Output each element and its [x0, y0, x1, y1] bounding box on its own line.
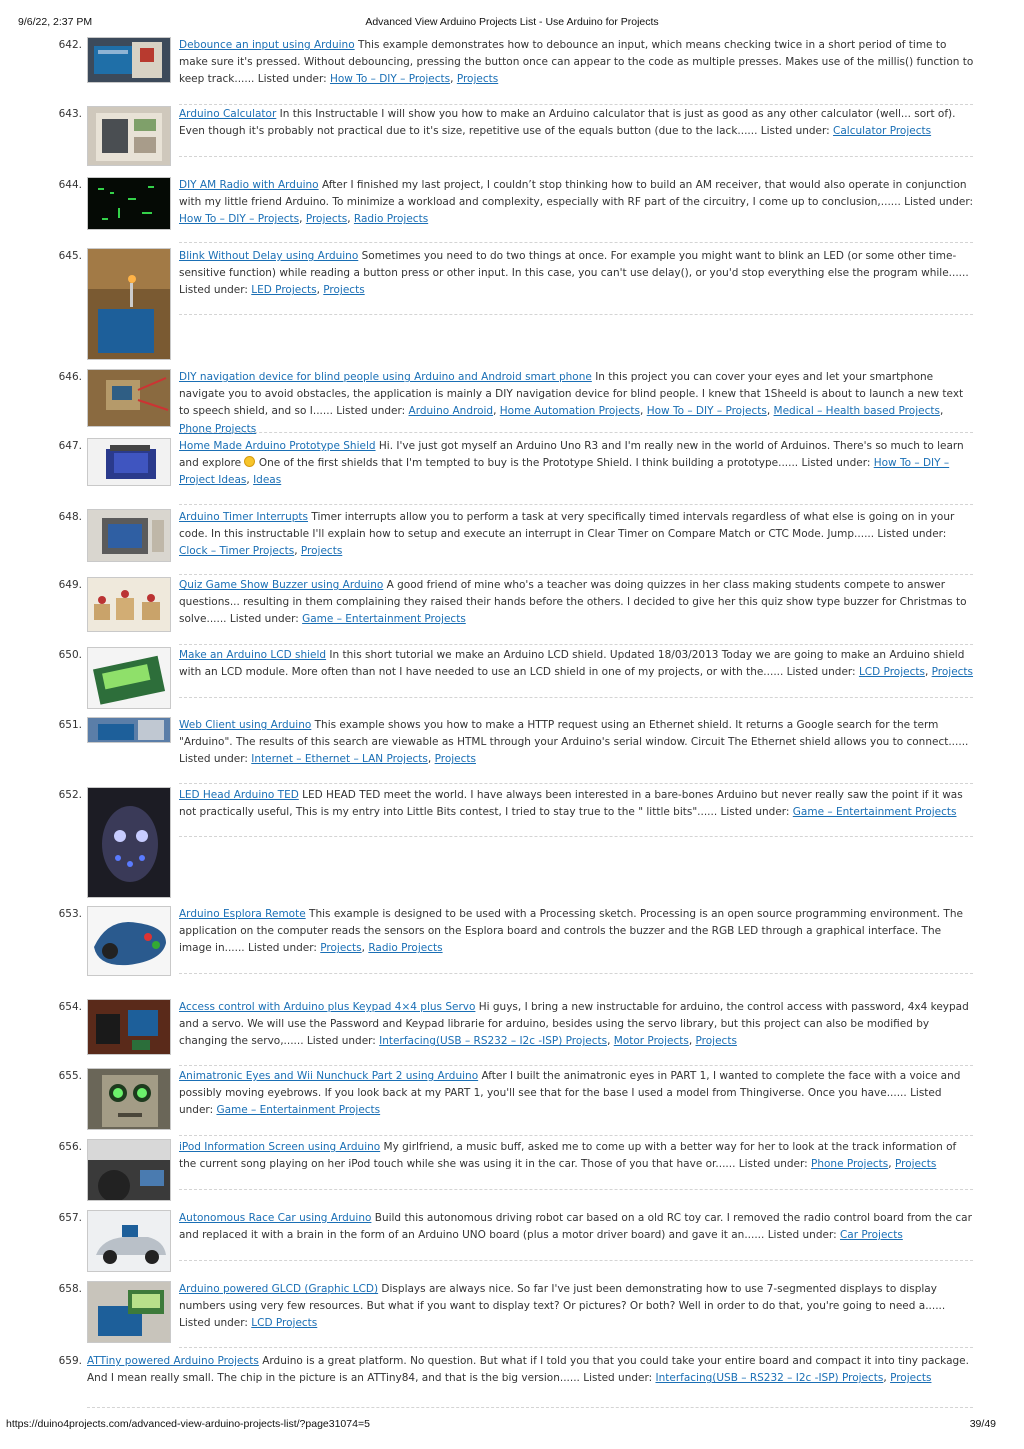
- item-separator: [179, 697, 973, 698]
- item-separator: [179, 432, 973, 433]
- item-text: [179, 106, 975, 140]
- project-title-link[interactable]: Arduino Calculator: [179, 108, 277, 120]
- project-title-link[interactable]: Access control with Arduino plus Keypad 4×4 plus Servo: [179, 1001, 476, 1013]
- project-description: My girlfriend, a music buff, asked me to come up with a better way for her to look at the track information of the current song playing on her iPod touch while she was using it in the car. Those of you that have or...... Listed under:: [179, 1141, 957, 1171]
- project-thumbnail[interactable]: [87, 1281, 171, 1343]
- item-text: Access control with Arduino plus Keypad 4×4 plus Servo Hi guys, I bring a new instructable for arduino, the control access with password, 4x4 keypad and a servo. We will use the Password and Keypad librarie for arduino, besides using the servo library, but this project can also be modified by changing the servo,...... Listed under: Interfacing(USB – RS232 – I2c -ISP) Projects, Motor Projects, Projects: [179, 1001, 969, 1048]
- item-separator: [179, 1347, 973, 1348]
- item-number: 648.: [58, 511, 82, 523]
- print-header: [18, 16, 1006, 30]
- item-text: Debounce an input using Arduino This example demonstrates how to debounce an input, which means checking twice in a short period of time to make sure it's pressed. Without debouncing, pressing the button once can appear to the code as multiple presses. Makes use of the millis() function to keep track...... Listed under: How To – DIY – Projects, Projects: [179, 39, 974, 86]
- item-separator: [179, 104, 973, 105]
- project-thumbnail[interactable]: [87, 787, 171, 898]
- project-title-link[interactable]: LED Head Arduino TED: [179, 789, 299, 801]
- project-title-link[interactable]: Blink Without Delay using Arduino: [179, 250, 359, 262]
- category-link[interactable]: Game – Entertainment Projects: [216, 1104, 381, 1117]
- print-footer: [6, 1418, 996, 1432]
- category-link[interactable]: Internet – Ethernet – LAN Projects: [251, 753, 428, 766]
- print-datetime: 9/6/22, 2:37 PM: [18, 16, 93, 28]
- item-number: 653.: [58, 908, 82, 920]
- project-description: In this Instructable I will show you how to make an Arduino calculator that is just as good as any other calculator (well... sort of). Even though it's probably not practical due to it's size, repetitive use of the equals button (due to the lack...... Listed under:: [179, 108, 956, 138]
- project-description: In this short tutorial we make an Arduino LCD shield. Updated 18/03/2013 Today we are going to make an Arduino shield with an LCD module. More often than not I have needed to use an LCD shield in one of my projects, or with the...... Listed under:: [179, 649, 965, 679]
- project-thumbnail[interactable]: [87, 438, 171, 486]
- project-title-link[interactable]: ATTiny powered Arduino Projects: [87, 1355, 259, 1367]
- category-link[interactable]: Radio Projects: [368, 942, 443, 955]
- category-link[interactable]: Interfacing(USB – RS232 – I2c -ISP) Projects: [379, 1035, 608, 1048]
- project-thumbnail[interactable]: [87, 906, 171, 976]
- item-separator: [87, 1407, 973, 1408]
- project-description: This example shows you how to make a HTTP request using an Ethernet shield. It returns a Google search for the term "Arduino". The results of this search are viewable as HTML through your Arduino's serial window. Circuit The Ethernet shield allows you to connect...... Listed under:: [179, 719, 969, 766]
- category-link[interactable]: Calculator Projects: [833, 125, 932, 138]
- page-url: https://duino4projects.com/advanced-view-arduino-projects-list/?page31074=5: [6, 1418, 370, 1430]
- category-link[interactable]: How To – DIY – Projects: [179, 213, 300, 226]
- project-title-link[interactable]: Web Client using Arduino: [179, 719, 312, 731]
- project-title-link[interactable]: Debounce an input using Arduino: [179, 39, 355, 51]
- project-description-cont: One of the first shields that I'm tempted to buy is the Prototype Shield. I think building a prototype...... Listed under:: [255, 457, 874, 470]
- item-number: 654.: [58, 1001, 82, 1013]
- category-link[interactable]: How To – DIY – Project Ideas: [179, 457, 950, 487]
- item-text: Make an Arduino LCD shield In this short tutorial we make an Arduino LCD shield. Updated 18/03/2013 Today we are going to make an Arduino shield with an LCD module. More often than not I have needed to use an LCD shield in one of my projects, or with the...... Listed under: LCD Projects, Projects: [179, 649, 974, 679]
- print-page-title: Advanced View Arduino Projects List - Use Arduino for Projects: [365, 16, 659, 28]
- project-title-link[interactable]: Make an Arduino LCD shield: [179, 649, 327, 661]
- project-description: After I finished my last project, I couldn’t stop thinking how to build an AM receiver, that would also operate in conjunction with my little friend Arduino. To minimize a workload and complexity, especially with RF part of the circuitry, I come up to conclusion,...... Listed under:: [179, 179, 974, 209]
- item-text: iPod Information Screen using Arduino My girlfriend, a music buff, asked me to come up with a better way for her to look at the track information of the current song playing on her iPod touch while she was using it in the car. Those of you that have or...... Listed under: Phone Projects, Projects: [179, 1141, 957, 1171]
- category-link[interactable]: Projects: [305, 213, 348, 226]
- category-link[interactable]: Projects: [890, 1372, 932, 1385]
- project-thumbnail[interactable]: [87, 248, 171, 360]
- category-link[interactable]: Projects: [894, 1158, 937, 1171]
- category-link[interactable]: LCD Projects: [858, 666, 925, 679]
- item-number: 651.: [58, 719, 82, 731]
- project-thumbnail[interactable]: [87, 1139, 171, 1201]
- item-separator: [179, 783, 973, 784]
- project-thumbnail[interactable]: [87, 177, 171, 230]
- item-separator: [179, 1135, 973, 1136]
- item-number: 655.: [58, 1070, 82, 1082]
- category-link[interactable]: Game – Entertainment Projects: [792, 806, 957, 819]
- category-link[interactable]: Ideas: [253, 474, 282, 487]
- project-thumbnail[interactable]: [87, 106, 171, 166]
- item-number: 645.: [58, 250, 82, 262]
- project-title-link[interactable]: DIY navigation device for blind people using Arduino and Android smart phone: [179, 371, 592, 383]
- item-text: Arduino Esplora Remote This example is designed to be used with a Processing sketch. Processing is an open source programming environment. The application on the computer reads the sensors on the Esplora board and controls the buzzer and the RGB LED through a graphical interface. The image in...... Listed under: Projects, Radio Projects: [179, 908, 963, 955]
- category-link[interactable]: Clock – Timer Projects: [179, 545, 295, 558]
- item-separator: [179, 973, 973, 974]
- project-description: This example demonstrates how to debounce an input, which means checking twice in a short period of time to make sure it's pressed. Without debouncing, pressing the button once can appear to the code as multiple presses. Makes use of the millis() function to keep track...... Listed under:: [179, 39, 974, 86]
- category-link[interactable]: Car Projects: [839, 1229, 903, 1242]
- item-text: [179, 787, 975, 821]
- project-thumbnail[interactable]: [87, 369, 171, 427]
- category-link[interactable]: Phone Projects: [179, 422, 257, 435]
- project-title-link[interactable]: Arduino Esplora Remote: [179, 908, 306, 920]
- project-thumbnail[interactable]: [87, 1068, 171, 1130]
- project-description: This example is designed to be used with a Processing sketch. Processing is an open source programming environment. The application on the computer reads the sensors on the Esplora board and controls the buzzer and the RGB LED through a graphical interface. The image in...... Listed under:: [179, 908, 963, 955]
- category-link[interactable]: Projects: [320, 942, 362, 955]
- category-link[interactable]: Motor Projects: [613, 1035, 689, 1048]
- item-separator: [179, 156, 973, 157]
- project-description: Arduino is a great platform. No question. But what if I told you that you could take your entire board and compact it into tiny package. And I mean really small. The chip in the picture is an ATTiny84, and that is the big version...... Listed under:: [87, 1355, 969, 1385]
- item-text: DIY navigation device for blind people using Arduino and Android smart phone In this project you can cover your eyes and let your smartphone navigate you to avoid obstacles, the application is mainly a DIY navigation device for blind people. I knew that 1Sheeld is about to launch a new text to speech shield, and so I...... Listed under: Arduino Android, Home Automation Projects, How To – DIY – Projects, Medical – Health based Projects, Phone Projects: [179, 371, 964, 435]
- project-description: Build this autonomous driving robot car based on a old RC toy car. I removed the radio control board from the car and replaced it with a brain in the form of an Arduino UNO board (plus a motor driver board) and gave it an...... Listed under:: [179, 1212, 972, 1242]
- item-text: DIY AM Radio with Arduino After I finished my last project, I couldn’t stop thinking how to build an AM receiver, that would also operate in conjunction with my little friend Arduino. To minimize a workload and complexity, especially with RF part of the circuitry, I come up to conclusion,...... Listed under: How To – DIY – Projects, Projects, Radio Projects: [179, 179, 974, 226]
- item-number: 642.: [58, 39, 82, 51]
- project-thumbnail[interactable]: [87, 999, 171, 1055]
- item-number: 650.: [58, 649, 82, 661]
- item-number: 649.: [58, 579, 82, 591]
- item-separator: [179, 314, 973, 315]
- page-number: 39/49: [969, 1418, 996, 1430]
- project-thumbnail[interactable]: [87, 1210, 171, 1272]
- category-link[interactable]: LCD Projects: [251, 1317, 318, 1330]
- category-link[interactable]: Game – Entertainment Projects: [302, 613, 466, 626]
- item-separator: [179, 1189, 973, 1190]
- item-number: 652.: [58, 789, 82, 801]
- item-separator: [179, 644, 973, 645]
- project-description: Hi. I've just got myself an Arduino Uno R3 and I'm really new in the world of Arduinos. There's so much to learn and explore: [179, 440, 964, 470]
- item-text: Arduino Timer Interrupts Timer interrupts allow you to perform a task at very specifically timed intervals regardless of what else is going on in your code. In this instructable I'll explain how to setup and execute an interrupt in Clear Timer on Compare Match or CTC Mode. Jump...... Listed under: Clock – Timer Projects, Projects: [179, 511, 955, 558]
- item-separator: [179, 504, 973, 505]
- project-thumbnail[interactable]: [87, 509, 171, 562]
- category-link[interactable]: Projects: [434, 753, 476, 766]
- category-link[interactable]: LED Projects: [251, 284, 317, 297]
- project-description: Sometimes you need to do two things at once. For example you might want to blink an LED (or some other time-sensitive function) while reading a button press or other input. In this case, you can't use delay(), or you'd stop everything else the program while...... Listed under:: [179, 250, 969, 297]
- item-text: Home Made Arduino Prototype Shield Hi. I've just got myself an Arduino Uno R3 and I'm really new in the world of Arduinos. There's so much to learn and explore One of the first shields that I'm tempted to buy is the Prototype Shield. I think building a prototype...... Listed under: How To – DIY – Project Ideas, Ideas: [179, 440, 964, 487]
- item-number: 659.: [58, 1355, 82, 1367]
- project-title-link[interactable]: Autonomous Race Car using Arduino: [179, 1212, 372, 1224]
- project-title-link[interactable]: Arduino powered GLCD (Graphic LCD): [179, 1283, 379, 1295]
- item-number: 647.: [58, 440, 82, 452]
- project-description: LED HEAD TED meet the world. I have always been interested in a bare-bones Arduino but never really saw the point if it was not practically useful, This is my entry into Little Bits contest, I tried to stay true to the " little bits"...... Listed under:: [179, 789, 963, 819]
- item-text: [179, 1068, 975, 1120]
- item-separator: [179, 836, 973, 837]
- category-link[interactable]: Projects: [323, 284, 365, 297]
- project-title-link[interactable]: Animatronic Eyes and Wii Nunchuck Part 2 using Arduino: [179, 1070, 479, 1082]
- project-title-link[interactable]: iPod Information Screen using Arduino: [179, 1141, 381, 1153]
- project-description: Timer interrupts allow you to perform a task at very specifically timed intervals regardless of what else is going on in your code. In this instructable I'll explain how to setup and execute an interrupt in Clear Timer on Compare Match or CTC Mode. Jump...... Listed under:: [179, 511, 955, 541]
- project-description: Displays are always nice. So far I've just been demonstrating how to use 7-segmented displays to display numbers using very few resources. But what if you want to display text? Or pictures? Or both? Well in order to do that, you're going to need a...... Listed under:: [179, 1283, 946, 1330]
- item-text: [179, 1210, 975, 1244]
- project-thumbnail[interactable]: [87, 577, 171, 632]
- category-link[interactable]: Home Automation Projects: [499, 405, 641, 418]
- category-link[interactable]: How To – DIY – Projects: [329, 73, 451, 86]
- project-thumbnail[interactable]: [87, 647, 171, 709]
- smiley-icon: [244, 456, 255, 467]
- category-link[interactable]: Medical – Health based Projects: [773, 405, 940, 418]
- project-description: After I built the animatronic eyes in PART 1, I wanted to complete the face with a voice and possibly moving eyebrows. If you look back at my PART 1, you'll see that for the base I used a model from Thingiverse. Once you have...... Listed under:: [179, 1070, 961, 1117]
- project-thumbnail[interactable]: [87, 717, 171, 743]
- category-link[interactable]: Projects: [456, 73, 499, 86]
- item-number: 643.: [58, 108, 82, 120]
- item-separator: [179, 574, 973, 575]
- category-link[interactable]: Arduino Android: [408, 405, 494, 418]
- item-separator: [179, 1065, 973, 1066]
- category-link[interactable]: Interfacing(USB – RS232 – I2c -ISP) Projects: [655, 1372, 884, 1385]
- item-text: Blink Without Delay using Arduino Sometimes you need to do two things at once. For example you might want to blink an LED (or some other time-sensitive function) while reading a button press or other input. In this case, you can't use delay(), or you'd stop everything else the program while...... Listed under: LED Projects, Projects: [179, 250, 969, 297]
- item-separator: [179, 242, 973, 243]
- item-text: [179, 1281, 975, 1333]
- project-title-link[interactable]: Quiz Game Show Buzzer using Arduino: [179, 579, 384, 591]
- item-number: 658.: [58, 1283, 82, 1295]
- category-link[interactable]: How To – DIY – Projects: [646, 405, 767, 418]
- item-separator: [179, 1260, 973, 1261]
- project-title-link[interactable]: Home Made Arduino Prototype Shield: [179, 440, 376, 452]
- project-description: In this project you can cover your eyes and let your smartphone navigate you to avoid obstacles, the application is mainly a DIY navigation device for blind people. I knew that 1Sheeld is about to launch a new text to speech shield, and so I...... Listed under:: [179, 371, 964, 418]
- category-link[interactable]: Phone Projects: [811, 1158, 889, 1171]
- item-number: 656.: [58, 1141, 82, 1153]
- item-number: 646.: [58, 371, 82, 383]
- project-description: A good friend of mine who's a teacher was doing quizzes in her class making students compete to answer questions... resulting in them complaining they raised their hands before the others. I decided to give her this quiz show type buzzer for Christmas to solve...... Listed under:: [179, 579, 967, 626]
- project-thumbnail[interactable]: [87, 37, 171, 83]
- project-description: Hi guys, I bring a new instructable for arduino, the control access with password, 4x4 keypad and a servo. We will use the Password and Keypad librarie for arduino, besides using the servo library, but this project can also be modified by changing the servo,...... Listed under:: [179, 1001, 969, 1048]
- item-text: Web Client using Arduino This example shows you how to make a HTTP request using an Ethernet shield. It returns a Google search for the term "Arduino". The results of this search are viewable as HTML through your Arduino's serial window. Circuit The Ethernet shield allows you to connect...... Listed under: Internet – Ethernet – LAN Projects, Projects: [179, 719, 969, 766]
- item-number: 657.: [58, 1212, 82, 1224]
- category-link[interactable]: Projects: [695, 1035, 737, 1048]
- item-number: 644.: [58, 179, 82, 191]
- item-text: [179, 577, 975, 629]
- category-link[interactable]: Projects: [300, 545, 343, 558]
- project-title-link[interactable]: Arduino Timer Interrupts: [179, 511, 309, 523]
- item-text: ATTiny powered Arduino Projects Arduino is a great platform. No question. But what if I told you that you could take your entire board and compact it into tiny package. And I mean really small. The chip in the picture is an ATTiny84, and that is the big version...... Listed under: Interfacing(USB – RS232 – I2c -ISP) Projects, Projects: [87, 1355, 969, 1385]
- project-title-link[interactable]: DIY AM Radio with Arduino: [179, 179, 319, 191]
- category-link[interactable]: Projects: [931, 666, 974, 679]
- category-link[interactable]: Radio Projects: [353, 213, 429, 226]
